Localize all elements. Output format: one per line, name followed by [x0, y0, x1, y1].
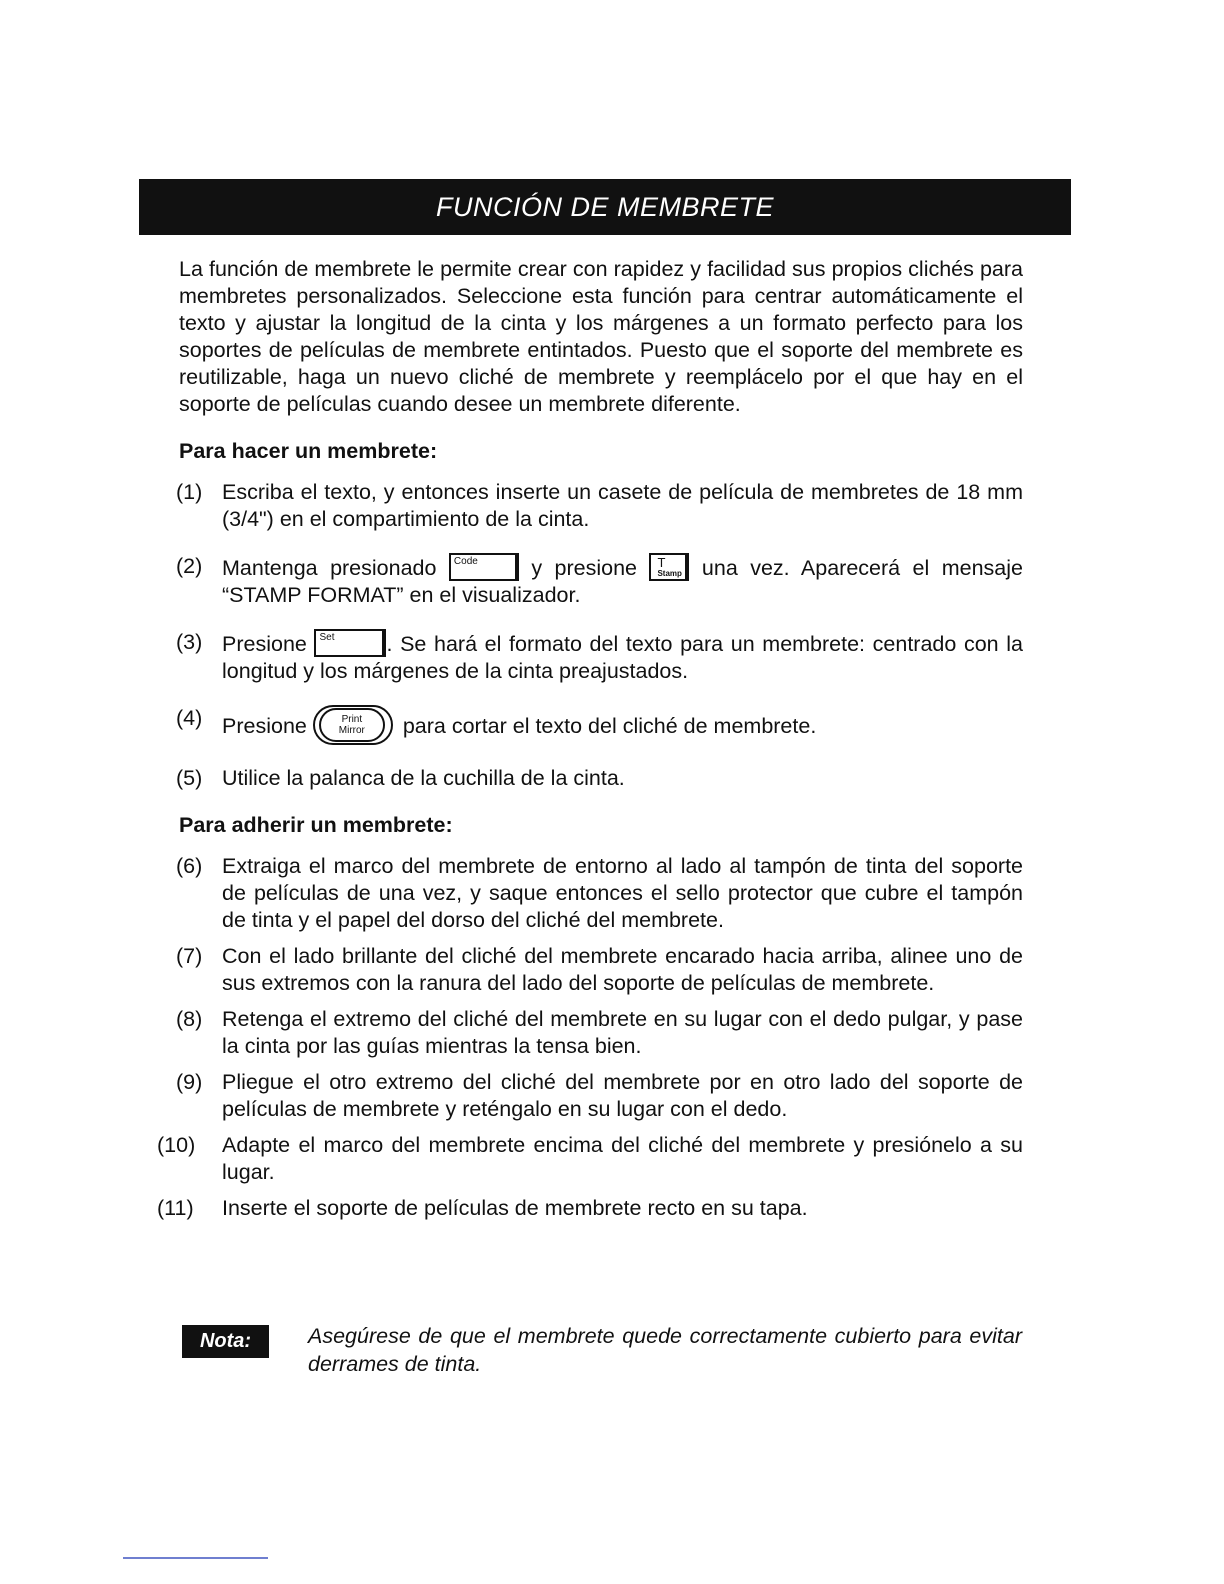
step-text: Pliegue el otro extremo del cliché del membrete por en otro lado del soporte de películas de membrete y reténgalo en su lugar con el dedo. [222, 1070, 1023, 1121]
make-steps-list [176, 479, 1023, 792]
page-title: FUNCIÓN DE MEMBRETE [435, 191, 774, 222]
step-8 [176, 1006, 1023, 1060]
step-3 [176, 629, 1023, 685]
note-block [182, 1322, 1024, 1382]
note-label: Nota: [182, 1325, 269, 1358]
t-key-label: T [657, 555, 666, 570]
step-text: Con el lado brillante del cliché del membrete encarado hacia arriba, alinee uno de sus extremos con la ranura del lado del soporte de películas de membrete. [222, 944, 1023, 995]
step-number: (11) [157, 1196, 194, 1220]
make-stamp-heading: Para hacer un membrete: [179, 439, 438, 463]
step-text: Adapte el marco del membrete encima del cliché del membrete y presiónelo a su lugar. [222, 1133, 1023, 1184]
step-text: Retenga el extremo del cliché del membrete en su lugar con el dedo pulgar, y pase la cinta por las guías mientras la tensa bien. [222, 1007, 1023, 1058]
step-text-pre: Presione [222, 632, 315, 656]
main-content [157, 256, 1023, 1222]
footer-rule [123, 1557, 268, 1559]
step-11 [157, 1195, 1023, 1222]
step-7 [176, 943, 1023, 997]
adhere-steps-list [157, 853, 1023, 1222]
step-6 [176, 853, 1023, 934]
mirror-key-label: Mirror [338, 725, 365, 736]
step-2 [176, 553, 1023, 609]
adhere-stamp-heading: Para adherir un membrete: [179, 813, 453, 837]
note-text: Asegúrese de que el membrete quede correctamente cubierto para evitar derrames de tinta. [308, 1324, 1022, 1376]
step-number: (5) [176, 766, 203, 790]
step-text-post: . Se hará el formato del texto para un membrete: centrado con la longitud y los márgenes de la cinta preajustados. [222, 632, 1023, 683]
step-number: (9) [176, 1070, 203, 1094]
step-9 [176, 1069, 1023, 1123]
step-1 [176, 479, 1023, 533]
step-text-pre: Presione [222, 714, 313, 738]
step-text: Extraiga el marco del membrete de entorno al lado al tampón de tinta del soporte de películas de una vez, y saque entonces el sello protector que cubre el tampón de tinta y el papel del dorso del cliché del membrete. [222, 854, 1023, 932]
step-number: (4) [176, 706, 203, 730]
step-number: (7) [176, 944, 203, 968]
code-key-label: Code [453, 556, 478, 567]
step-5 [176, 765, 1023, 792]
step-number: (6) [176, 854, 203, 878]
step-text: Inserte el soporte de películas de membrete recto en su tapa. [222, 1196, 808, 1220]
step-text: Utilice la palanca de la cuchilla de la cinta. [222, 766, 625, 790]
print-mirror-key-icon [313, 705, 397, 745]
step-10 [157, 1132, 1023, 1186]
t-stamp-key-icon [649, 553, 689, 581]
step-number: (3) [176, 630, 203, 654]
title-bar [139, 179, 1071, 235]
code-key-icon [449, 553, 519, 581]
step-text-mid: y presione [518, 556, 650, 580]
step-4 [176, 705, 1023, 745]
intro-paragraph: La función de membrete le permite crear con rapidez y facilidad sus propios clichés para membretes personalizados. Seleccione esta función para centrar automáticamente el texto y ajustar la longitud de la cinta y los márgenes a un formato perfecto para los soportes de películas de membrete entintados. Puesto que el soporte del membrete es reutilizable, haga un nuevo cliché de membrete y reemplácelo por el que hay en el soporte de películas cuando desee un membrete diferente. [179, 257, 1023, 416]
step-number: (8) [176, 1007, 203, 1031]
step-text: Escriba el texto, y entonces inserte un casete de película de membretes de 18 mm (3/4") en el compartimiento de la cinta. [222, 480, 1023, 531]
print-key-label: Print [341, 714, 363, 725]
step-text-pre: Mantenga presionado [222, 556, 449, 580]
step-text-post: para cortar el texto del cliché de membrete. [396, 714, 817, 738]
set-key-label: Set [319, 632, 335, 643]
step-number: (1) [176, 480, 203, 504]
set-key-icon [314, 629, 386, 657]
stamp-key-label: Stamp [657, 569, 682, 578]
step-number: (2) [176, 554, 203, 578]
step-text-post: una vez. Aparecerá el mensaje “STAMP FORMAT” en el visualizador. [222, 556, 1023, 607]
step-number: (10) [157, 1133, 196, 1157]
